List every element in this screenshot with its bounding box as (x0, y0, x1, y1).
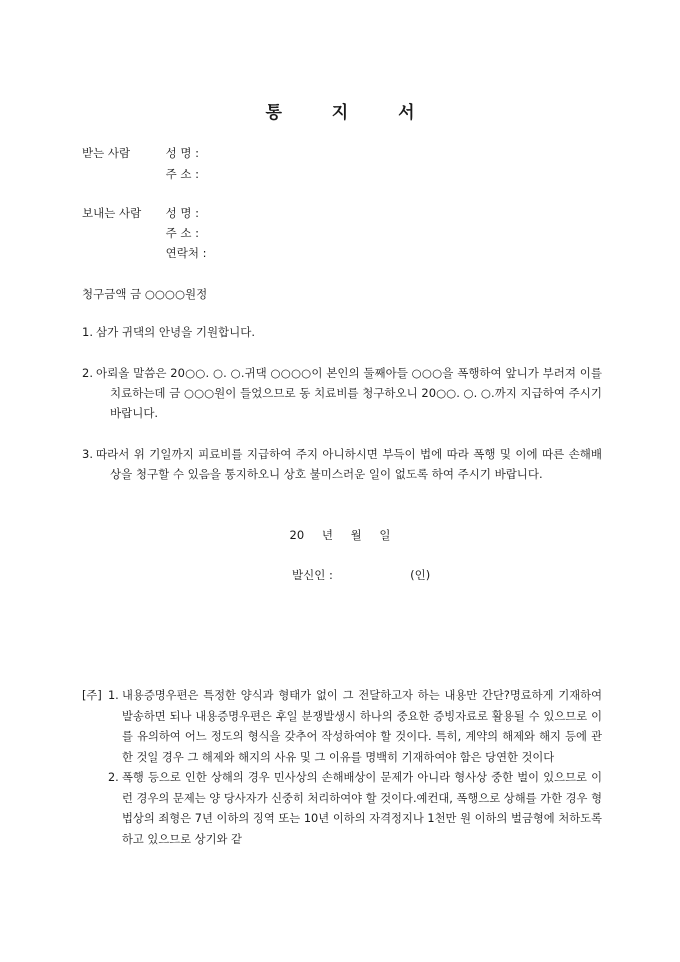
paragraph-number: 1. (82, 325, 93, 339)
recipient-label: 받는 사람 (82, 146, 131, 160)
sender-contact-label: 연락처 : (165, 246, 207, 260)
sender-address-row (82, 225, 212, 241)
paragraph-text: 삼가 귀댁의 안녕을 기원합니다. (96, 325, 256, 339)
claim-amount: 청구금액 금 ○○○○원정 (82, 287, 208, 301)
recipient-address-row (82, 166, 212, 182)
signature-row (292, 567, 430, 583)
paragraph-3 (82, 444, 602, 484)
sender-name-row (82, 205, 212, 221)
document-title: 통 지 서 (265, 103, 437, 123)
sender-signature-label: 발신인 : (292, 568, 333, 582)
note-number: 2. (108, 771, 119, 784)
note-text: 내용증명우편은 특정한 양식과 형태가 없이 그 전달하고자 하는 내용만 간단?명료하게 기재하여 발송하면 되나 내용증명우편은 후일 분쟁발생시 하나의 중요한 증빙자료로 활용될 수 있으므로 이를 유의하여 어느 정도의 형식을 갖추어 작성하여야 할 것이다. 특히, 계약의 해제와 해지 등에 관한 것일 경우 그 해제와 해지의 사유 및 그 이유를 명백히 기재하여야 함은 당연한 것이다 (122, 689, 602, 764)
notes-section (82, 686, 602, 850)
date-line: 20 년 월 일 (289, 528, 391, 542)
paragraph-1 (82, 322, 602, 342)
paragraph-number: 2. (82, 366, 93, 380)
paragraph-2 (82, 363, 602, 423)
sender-name-label: 성 명 : (165, 206, 200, 220)
sender-address-label: 주 소 : (165, 226, 200, 240)
recipient-name-label: 성 명 : (165, 146, 200, 160)
seal-mark: (인) (410, 568, 431, 582)
sender-label: 보내는 사람 (82, 206, 142, 220)
note-item-1 (82, 686, 602, 768)
note-text: 폭행 등으로 인한 상해의 경우 민사상의 손해배상이 문제가 아니라 형사상 중한 벌이 있으므로 이런 경우의 문제는 양 당사자가 신중히 처리하여야 할 것이다.예컨대, 폭행으로 상해를 가한 경우 형법상의 죄형은 7년 이하의 징역 또는 10년 이하의 자격정지나 1천만 원 이하의 벌금형에 처하도록 하고 있으므로 상기와 같 (122, 771, 602, 846)
notes-tag: [주] (82, 689, 102, 702)
paragraph-text: 따라서 위 기일까지 피료비를 지급하여 주지 아니하시면 부득이 법에 따라 폭행 및 이에 따른 손해배상을 청구할 수 있음을 통지하오니 상호 불미스러운 일이 없도록 하여 주시기 바랍니다. (96, 447, 602, 481)
note-item-2 (82, 768, 602, 850)
paragraph-number: 3. (82, 447, 93, 461)
sender-contact-row (82, 245, 212, 261)
recipient-address-label: 주 소 : (165, 167, 200, 181)
paragraph-text: 아뢰올 말씀은 20○○. ○. ○.귀댁 ○○○○이 본인의 둘째아들 ○○○을 폭행하여 앞니가 부러져 이를 치료하는데 금 ○○○원이 들었으므로 동 치료비를 청구하오니 20○○. ○. ○.까지 지급하여 주시기 바랍니다. (96, 366, 602, 420)
recipient-name-row (82, 145, 212, 161)
note-number: 1. (108, 689, 119, 702)
